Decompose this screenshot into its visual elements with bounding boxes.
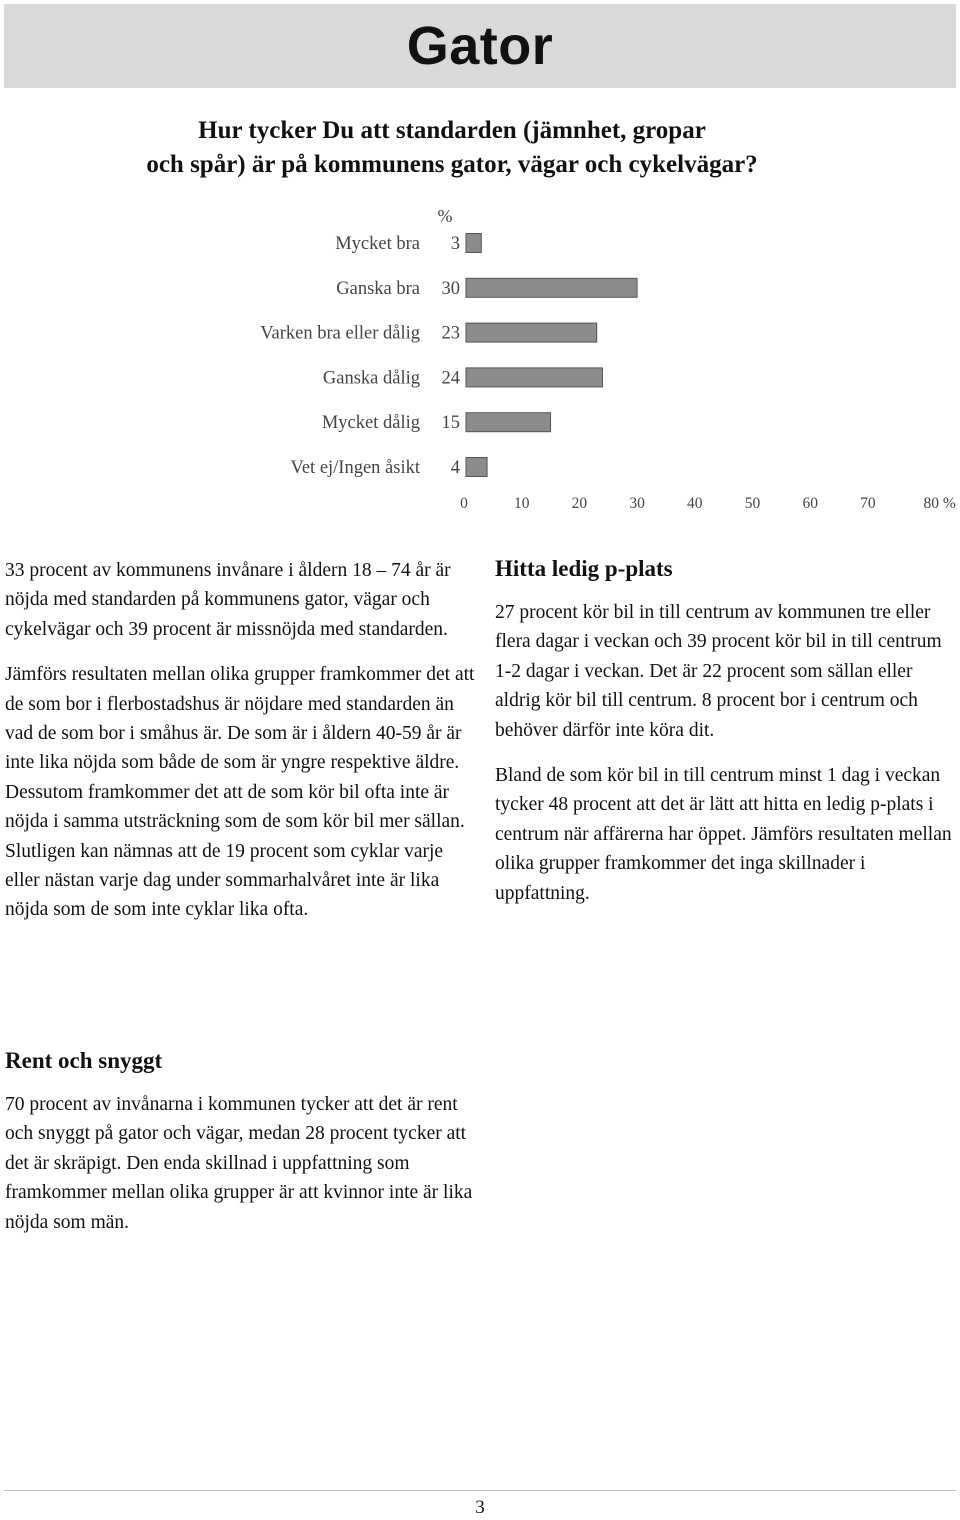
bar	[466, 234, 481, 253]
bar	[466, 413, 551, 432]
section-heading-parking: Hitta ledig p-plats	[495, 556, 673, 581]
bottom-paragraph-1: 70 procent av invånarna i kommunen tycker att det är rent och snyggt på gator och vägar, medan 28 procent tycker att det är skräpigt. Den enda skillnad i uppfattning som framkommer mellan olika grupper är att kvinnor inte är lika nöjda som män.	[5, 1094, 473, 1233]
bar	[466, 458, 487, 477]
x-tick-label: 30	[629, 495, 645, 512]
bar	[466, 323, 597, 342]
footer-rule	[4, 1490, 956, 1491]
value-column-header: %	[437, 206, 453, 226]
x-tick-label: 60	[802, 495, 818, 512]
category-label: Vet ej/Ingen åsikt	[290, 458, 420, 478]
category-label: Mycket dålig	[321, 413, 420, 434]
survey-question-line-2: och spår) är på kommunens gator, vägar och cykelvägar?	[146, 151, 758, 178]
value-label: 30	[441, 278, 460, 299]
left-paragraph-1: 33 procent av kommunens invånare i åldern 18 – 74 år är nöjda med standarden på kommunens gator, vägar och cykelvägar och 39 procent är missnöjda med standarden.	[5, 560, 451, 640]
left-paragraph-2: Jämförs resultaten mellan olika grupper framkommer det att de som bor i flerbostadshus är nöjdare med standarden än vad de som bor i småhus är. De som är i åldern 40-59 år är inte lika nöjda som både de som är yngre respektive äldre. Dessutom framkommer det att de som kör bil ofta inte är nöjda i samma utsträckning som de som kör bil mer sällan. Slutligen kan nämnas att de 19 procent som cyklar varje eller nästan varje dag under sommarhalvåret inte är lika nöjda som de som inte cyklar lika ofta.	[5, 664, 475, 921]
x-tick-label: 70	[860, 495, 876, 512]
x-tick-label: 40	[687, 495, 703, 512]
page-title: Gator	[406, 16, 554, 76]
x-tick-label: 20	[571, 495, 588, 512]
right-column	[495, 554, 957, 924]
x-tick-label: 50	[744, 495, 761, 512]
right-paragraph-1: 27 procent kör bil in till centrum av kommunen tre eller flera dagar i veckan och 39 procent kör bil in till centrum 1-2 dagar i veckan. Det är 22 procent som sällan eller aldrig kör bil till centrum. 8 procent bor i centrum och behöver därför inte köra dit.	[495, 602, 942, 741]
bar	[466, 278, 637, 297]
value-label: 23	[441, 323, 460, 344]
x-tick-label: 10	[513, 495, 530, 512]
value-label: 24	[441, 368, 460, 389]
bottom-section	[5, 1046, 475, 1253]
bar-chart-svg	[0, 200, 960, 530]
section-heading-clean: Rent och snyggt	[5, 1048, 163, 1073]
category-label: Ganska bra	[336, 278, 420, 299]
x-tick-label: 80 %	[923, 495, 956, 512]
bar-chart	[0, 200, 960, 530]
category-label: Varken bra eller dålig	[260, 323, 420, 344]
survey-question-line-1: Hur tycker Du att standarden (jämnhet, gropar	[198, 117, 706, 144]
value-label: 4	[450, 458, 460, 478]
value-label: 15	[441, 413, 460, 434]
right-paragraph-2: Bland de som kör bil in till centrum minst 1 dag i veckan tycker 48 procent att det är lätt att hitta en ledig p-plats i centrum när affärerna har öppet. Jämförs resultaten mellan olika grupper framkommer det inga skillnader i uppfattning.	[495, 765, 952, 904]
category-label: Mycket bra	[335, 234, 420, 254]
category-label: Ganska dålig	[322, 368, 420, 389]
left-column	[5, 556, 475, 941]
bar	[466, 368, 602, 387]
survey-question	[0, 114, 904, 182]
x-tick-label: 0	[460, 495, 468, 512]
page-number: 3	[475, 1497, 485, 1518]
value-label: 3	[450, 234, 460, 254]
